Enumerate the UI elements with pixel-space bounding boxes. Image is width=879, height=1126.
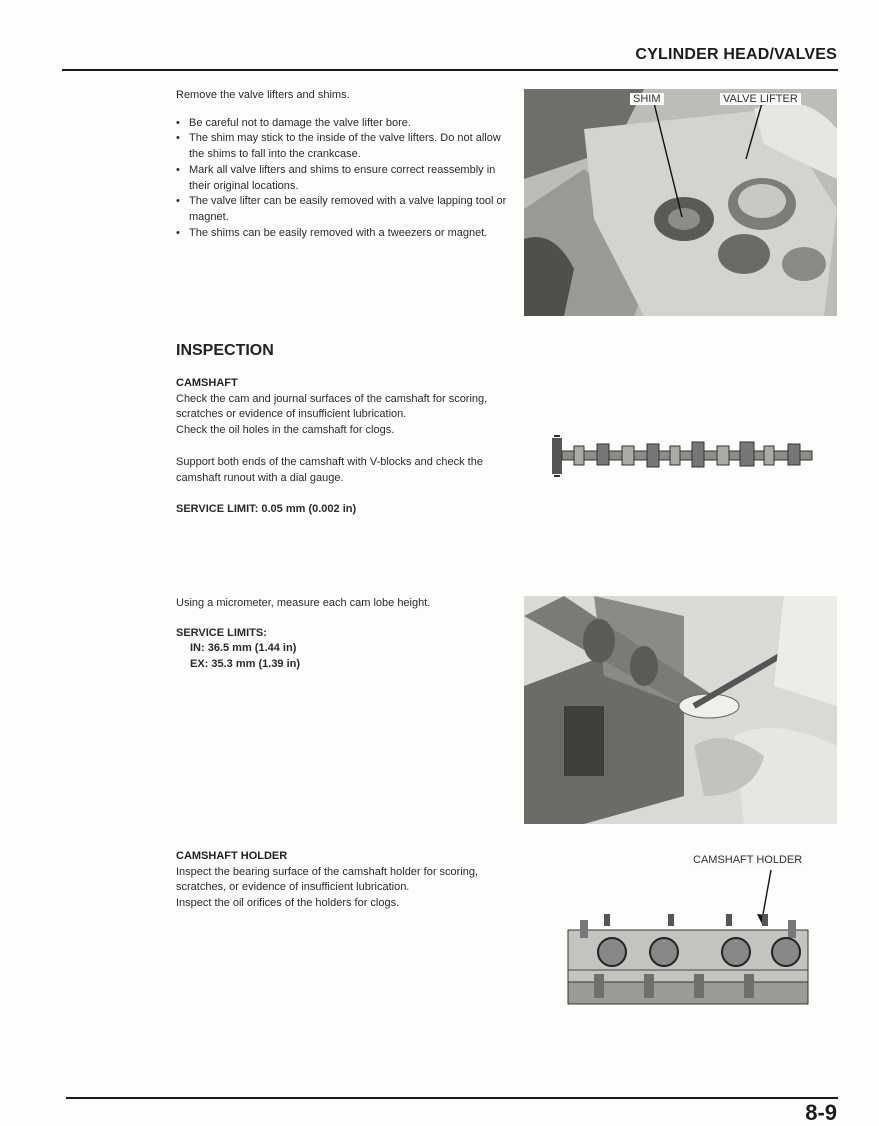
- bullet-item: • The shims can be easily removed with a tweezers or magnet.: [176, 226, 512, 242]
- ex-service-limit: EX: 35.3 mm (1.39 in): [190, 658, 301, 671]
- camshaft-para-1: Check the cam and journal surfaces of the camshaft for scoring, scratches or evidence of insufficient lubrication.: [176, 392, 488, 421]
- camshaft-holder-label: CAMSHAFT HOLDER: [690, 854, 805, 866]
- camshaft-heading: CAMSHAFT: [176, 377, 238, 389]
- bullet-item: • The valve lifter can be easily removed with a valve lapping tool or magnet.: [176, 194, 512, 225]
- cam-lobe-para: Using a micrometer, measure each cam lobe height.: [176, 597, 431, 609]
- page-number: 8-9: [805, 1100, 837, 1125]
- valve-lifter-photo: [524, 89, 837, 316]
- camshaft-para-2: Check the oil holes in the camshaft for clogs.: [176, 424, 395, 437]
- service-limits-heading: SERVICE LIMITS:: [176, 626, 267, 639]
- intro-lead: Remove the valve lifters and shims.: [176, 89, 350, 101]
- camshaft-service-limit: SERVICE LIMIT: 0.05 mm (0.002 in): [176, 503, 357, 516]
- section-title: CYLINDER HEAD/VALVES: [635, 46, 837, 63]
- intro-block: [176, 88, 512, 241]
- inspection-heading: INSPECTION: [176, 342, 274, 359]
- bullet-item: • Mark all valve lifters and shims to ensure correct reassembly in their original locations.: [176, 163, 512, 194]
- bullet-item: • Be careful not to damage the valve lifter bore.: [176, 116, 512, 132]
- camshaft-illustration: [552, 432, 814, 480]
- in-service-limit: IN: 36.5 mm (1.44 in): [190, 642, 297, 655]
- micrometer-photo-drawing: [524, 596, 837, 824]
- header-rule: [62, 69, 838, 71]
- intro-bullets: [176, 116, 512, 242]
- camshaft-holder-para-1: Inspect the bearing surface of the camshaft holder for scoring, scratches, or evidence of insufficient lubrication.: [176, 865, 479, 894]
- camshaft-drawing: [552, 432, 814, 480]
- camshaft-holder-section: [176, 849, 516, 912]
- valve-lifter-photo-drawing: [524, 89, 837, 316]
- cam-lobe-section: [176, 596, 512, 673]
- valve-lifter-label: VALVE LIFTER: [720, 93, 801, 105]
- camshaft-para-3: Support both ends of the camshaft with V-blocks and check the camshaft runout with a dial gauge.: [176, 455, 483, 484]
- micrometer-photo: [524, 596, 837, 824]
- shim-label: SHIM: [630, 93, 664, 105]
- camshaft-section: [176, 376, 512, 518]
- camshaft-holder-heading: CAMSHAFT HOLDER: [176, 850, 288, 862]
- camshaft-holder-drawing: [564, 912, 812, 1010]
- camshaft-holder-para-2: Inspect the oil orifices of the holders for clogs.: [176, 897, 400, 910]
- camshaft-holder-illustration: [564, 912, 812, 1010]
- bullet-item: • The shim may stick to the inside of the valve lifters. Do not allow the shims to fall into the crankcase.: [176, 131, 512, 162]
- footer-rule: [66, 1097, 838, 1099]
